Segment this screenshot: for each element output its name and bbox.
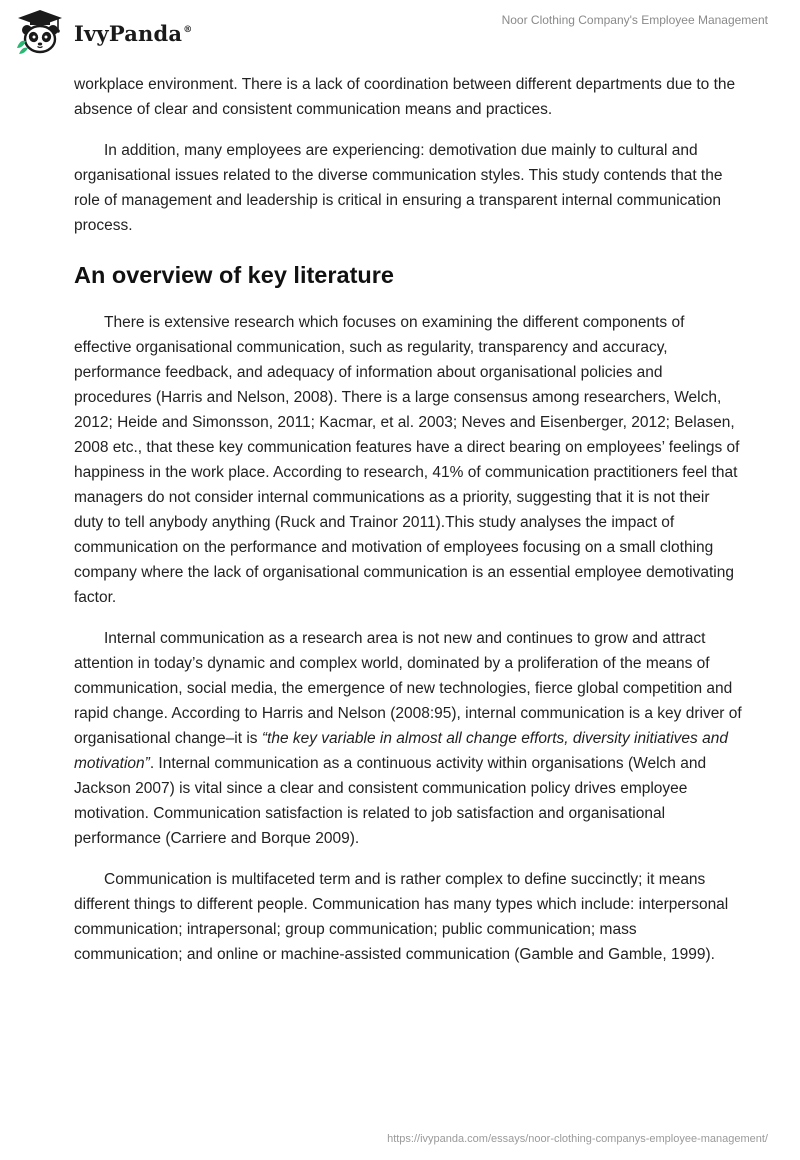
paragraph-4 [74,626,742,851]
paragraph-4-quote: “the key variable in almost all change efforts, diversity initiatives and motivation” [74,730,728,772]
page-header [0,0,800,62]
source-url-link[interactable]: https://ivypanda.com/essays/noor-clothing-companys-employee-management/ [387,1133,768,1145]
panda-graduate-icon [14,8,66,56]
paragraph-5: Communication is multifaceted term and is rather complex to define succinctly; it means different things to different people. Communication has many types which include: interpersonal communication; intrapersonal; group communication; public communication; mass communication; and online or machine-assisted communication (Gamble and Gamble, 1999). [74,871,729,963]
paragraph-4-text-end: . Internal communication as a continuous activity within organisations (Welch and Jackson 2007) is vital since a clear and consistent communication policy drives employee motivation. Communication satisfaction is related to job satisfaction and organisational performance (Carriere and Borque 2009). [74,755,707,847]
brand-name: IvyPanda® [74,20,193,46]
section-heading: An overview of key literature [74,262,394,288]
paragraph-2: In addition, many employees are experiencing: demotivation due mainly to cultural and organisational issues related to the diverse communication styles. This study contends that the role of management and leadership is critical in ensuring a transparent internal communication process. [74,142,723,234]
ivypanda-logo[interactable] [14,8,192,56]
paragraph-3: There is extensive research which focuses on examining the different components of effective organisational communication, such as regularity, transparency and accuracy, performance feedback, and adequacy of information about organisational policies and procedures (Harris and Nelson, 2008). There is a large consensus among researchers, Welch, 2012; Heide and Simonsson, 2011; Kacmar, et al. 2003; Neves and Eisenberger, 2012; Belasen, 2008 etc., that these key communication features have a direct bearing on employees’ feelings of happiness in the work place. According to research, 41% of communication practitioners feel that managers do not consider internal communications as a priority, suggesting that it is not their duty to tell anybody anything (Ruck and Trainor 2011).This study analyses the impact of communication on the performance and motivation of employees focusing on a small clothing company where the lack of organisational communication is an essential employee demotivating factor. [74,314,740,606]
essay-content [74,72,742,983]
paragraph-1: workplace environment. There is a lack of coordination between different departments due to the absence of clear and consistent communication means and practices. [74,76,736,118]
paragraph-4-text-start: Internal communication as a research area is not new and continues to grow and attract attention in today’s dynamic and complex world, dominated by a proliferation of the means of communication, social media, the emergence of new technologies, fierce global competition and rapid change. According to Harris and Nelson (2008:95), internal communication is a key driver of organisational change–it is [74,630,742,747]
document-title: Noor Clothing Company's Employee Management [501,13,768,27]
